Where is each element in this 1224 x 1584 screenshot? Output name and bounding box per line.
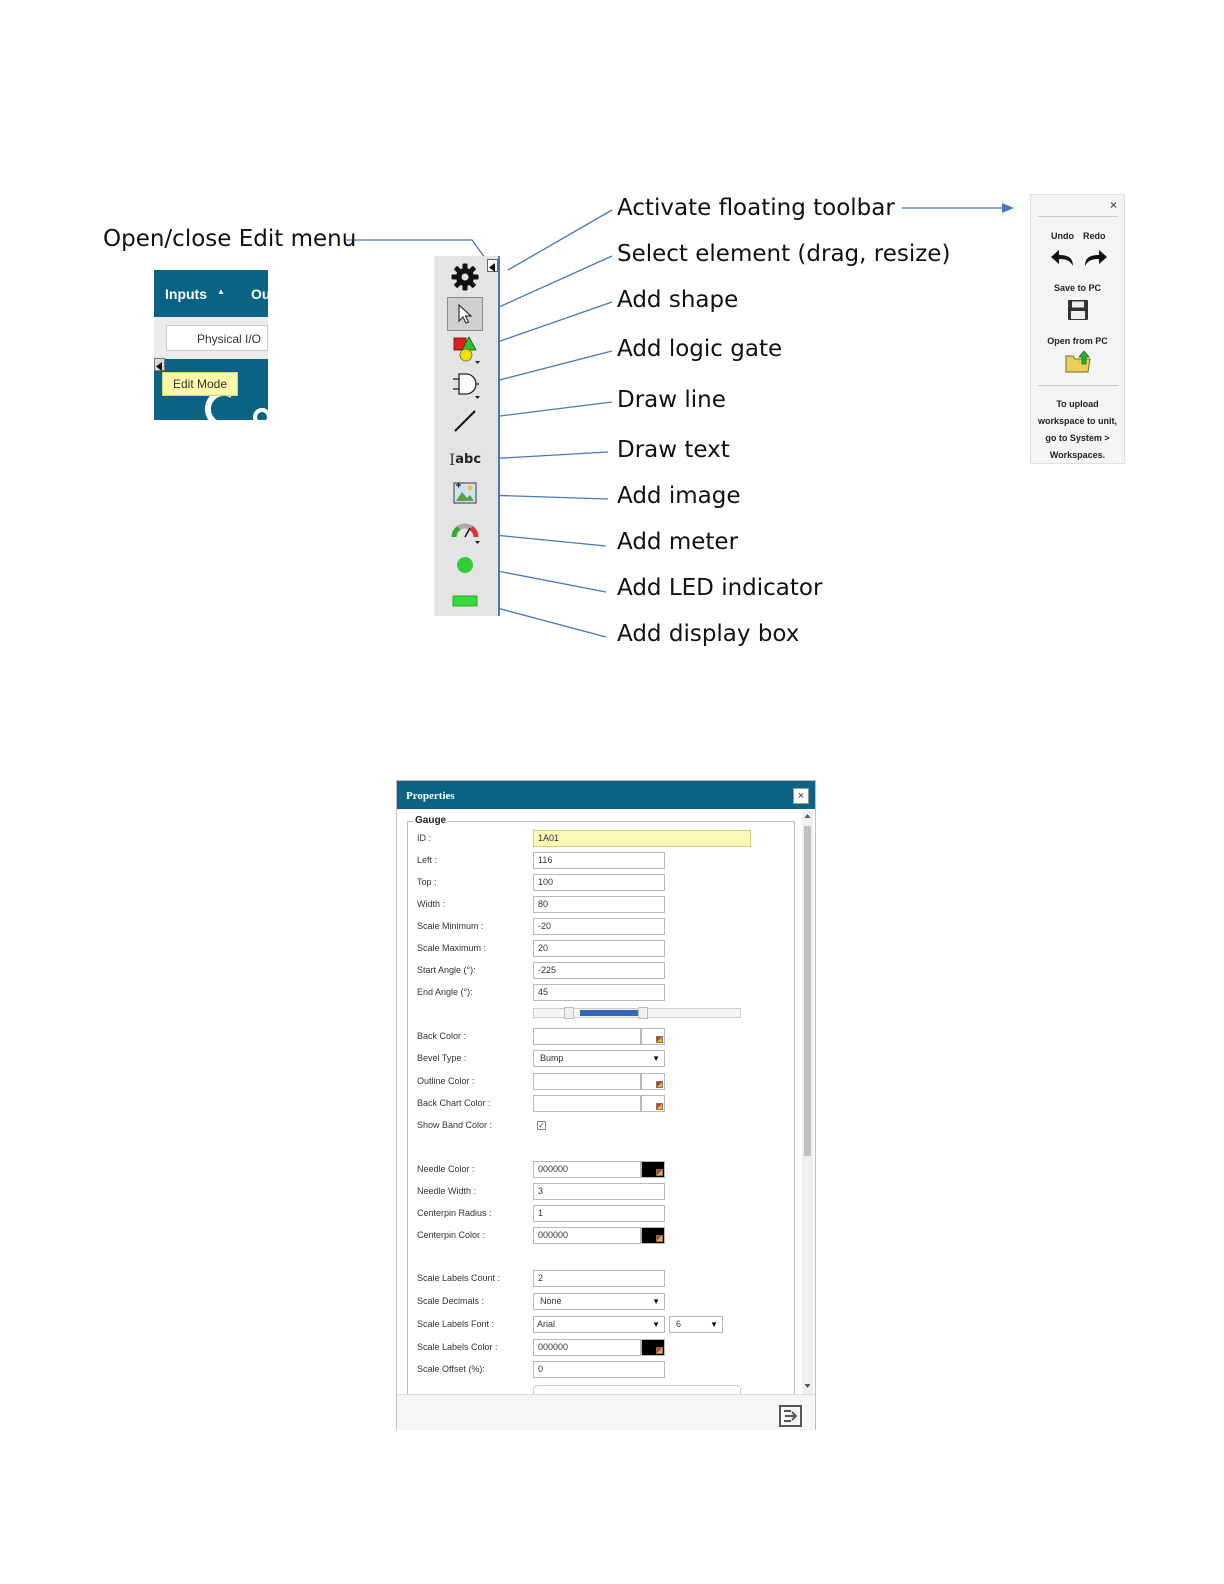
display-box-icon — [452, 594, 478, 608]
scale-labels-font-select[interactable] — [533, 1316, 665, 1333]
scale-min-label: Scale Minimum : — [417, 921, 484, 931]
dropdown-arrow-icon: ▼ — [652, 1297, 660, 1306]
back-color-input[interactable] — [533, 1028, 641, 1045]
callout-add-image: Add image — [617, 483, 741, 509]
properties-close-button[interactable]: × — [793, 788, 809, 804]
line-text — [486, 452, 608, 459]
properties-dialog — [396, 780, 816, 1430]
bevel-type-label: Bevel Type : — [417, 1053, 467, 1063]
divider — [1038, 385, 1118, 386]
line-led — [482, 568, 606, 592]
line-icon — [452, 408, 478, 434]
dropdown-arrow-icon: ▼ — [652, 1054, 660, 1063]
text-cursor-icon: I — [448, 449, 456, 469]
slider-range-fill — [580, 1010, 638, 1016]
scale-decimals-select[interactable] — [533, 1293, 665, 1310]
line-image — [484, 495, 608, 499]
color-picker-icon — [656, 1081, 663, 1088]
upload-note-line: workspace to unit, — [1037, 416, 1117, 426]
id-input[interactable]: 1A01 — [533, 830, 751, 847]
callout-add-led: Add LED indicator — [617, 575, 823, 601]
color-picker-icon — [656, 1169, 663, 1176]
line-line — [484, 402, 612, 418]
angle-range-slider[interactable] — [533, 1008, 741, 1018]
line-meter — [484, 534, 606, 546]
upload-note-line: go to System > — [1045, 433, 1110, 443]
text-abc-icon: abc — [455, 451, 482, 467]
color-picker-icon — [656, 1103, 663, 1110]
outline-color-input[interactable] — [533, 1073, 641, 1090]
callout-add-meter: Add meter — [617, 529, 739, 555]
pointer-arrow-icon — [455, 303, 475, 325]
inputs-snippet — [154, 270, 271, 420]
width-label: Width : — [417, 899, 446, 909]
dropdown-arrow-icon: ▼ — [710, 1320, 718, 1329]
add-display-box-button[interactable] — [447, 584, 483, 618]
draw-text-button[interactable] — [447, 442, 483, 476]
back-color-swatch[interactable] — [641, 1028, 665, 1045]
floating-toolbar-button[interactable] — [447, 260, 483, 294]
scale-labels-font-label: Scale Labels Font : — [417, 1319, 495, 1329]
callout-floating-toolbar: Activate floating toolbar — [617, 195, 895, 221]
callout-select-element: Select element (drag, resize) — [617, 241, 951, 267]
properties-scrollbar[interactable] — [802, 810, 813, 1394]
centerpin-color-input[interactable]: 000000 — [533, 1227, 641, 1244]
scale-labels-color-swatch[interactable] — [641, 1339, 665, 1356]
end-angle-input[interactable]: 45 — [533, 984, 665, 1001]
upload-note-line: Workspaces. — [1049, 450, 1106, 460]
line-select — [488, 256, 612, 312]
scale-max-label: Scale Maximum : — [417, 943, 487, 953]
left-label: Left : — [417, 855, 438, 865]
draw-line-button[interactable] — [447, 404, 483, 438]
triangle-left-icon — [488, 262, 497, 273]
bevel-type-value: Bump — [540, 1053, 564, 1063]
edit-menu-toggle[interactable] — [154, 358, 165, 371]
scale-labels-color-input[interactable]: 000000 — [533, 1339, 641, 1356]
exit-icon[interactable] — [778, 1404, 804, 1428]
floating-toolbar-panel — [1030, 194, 1125, 464]
callout-draw-text: Draw text — [617, 437, 730, 463]
start-angle-input[interactable]: -225 — [533, 962, 665, 979]
outline-color-label: Outline Color : — [417, 1076, 475, 1086]
callout-add-shape: Add shape — [617, 287, 739, 313]
callout-add-logic-gate: Add logic gate — [617, 336, 783, 362]
undo-label: Undo — [1051, 231, 1074, 241]
id-label: ID : — [417, 833, 432, 843]
back-chart-color-swatch[interactable] — [641, 1095, 665, 1112]
line-shape — [486, 302, 612, 346]
scale-decimals-label: Scale Decimals : — [417, 1296, 485, 1306]
scale-max-input[interactable]: 20 — [533, 940, 665, 957]
outline-color-swatch[interactable] — [641, 1073, 665, 1090]
centerpin-radius-input[interactable]: 1 — [533, 1205, 665, 1222]
save-disk-icon[interactable] — [1067, 299, 1089, 321]
redo-label: Redo — [1083, 231, 1106, 241]
callout-draw-line: Draw line — [617, 387, 726, 413]
inputs-tab-bar — [154, 270, 271, 317]
top-label: Top : — [417, 877, 437, 887]
gauge-meter-icon — [450, 519, 480, 545]
scale-labels-font-value: Arial — [537, 1319, 556, 1329]
scale-labels-color-label: Scale Labels Color : — [417, 1342, 498, 1352]
slider-handle-end[interactable] — [638, 1007, 648, 1019]
needle-color-label: Needle Color : — [417, 1164, 475, 1174]
arrow-floating-head — [1002, 203, 1014, 213]
add-logic-gate-button[interactable] — [447, 367, 483, 401]
gear-icon — [450, 262, 480, 292]
undo-icon[interactable] — [1049, 247, 1077, 269]
show-band-color-label: Show Band Color : — [417, 1120, 493, 1130]
shapes-icon — [450, 333, 480, 365]
partial-slider — [533, 1385, 741, 1394]
caret-up-icon: ▲ — [217, 287, 225, 296]
callout-edit-menu: Open/close Edit menu — [103, 226, 357, 252]
scale-min-input[interactable]: -20 — [533, 918, 665, 935]
width-input[interactable]: 80 — [533, 896, 665, 913]
tab-outputs[interactable]: Ou — [251, 286, 271, 302]
centerpin-radius-label: Centerpin Radius : — [417, 1208, 492, 1218]
scroll-down-icon[interactable] — [804, 1383, 811, 1389]
line-floating — [508, 210, 612, 270]
gauge-group-title: Gauge — [415, 815, 447, 826]
color-picker-icon — [656, 1235, 663, 1242]
scale-labels-count-label: Scale Labels Count : — [417, 1273, 501, 1283]
scrollbar-thumb[interactable] — [804, 826, 811, 1156]
add-shape-button[interactable] — [447, 332, 483, 366]
edit-mode-tooltip: Edit Mode — [162, 372, 238, 396]
add-led-button[interactable] — [447, 548, 483, 582]
needle-color-swatch[interactable] — [641, 1161, 665, 1178]
callout-add-display-box: Add display box — [617, 621, 800, 647]
logic-gate-icon — [450, 368, 480, 400]
line-display — [482, 604, 606, 637]
redo-icon[interactable] — [1081, 247, 1109, 269]
upload-note — [1031, 396, 1124, 464]
add-image-button[interactable] — [447, 476, 483, 510]
slider-handle-start[interactable] — [564, 1007, 574, 1019]
scale-offset-input[interactable]: 0 — [533, 1361, 665, 1378]
bevel-type-select[interactable] — [533, 1050, 665, 1067]
back-color-label: Back Color : — [417, 1031, 467, 1041]
needle-width-input[interactable]: 3 — [533, 1183, 665, 1200]
start-angle-label: Start Angle (°): — [417, 965, 476, 975]
line-logic — [484, 351, 612, 384]
color-picker-icon — [656, 1347, 663, 1354]
centerpin-color-swatch[interactable] — [641, 1227, 665, 1244]
edit-toolbar — [434, 256, 500, 616]
scale-labels-font-size-select[interactable] — [669, 1316, 723, 1333]
open-folder-icon[interactable] — [1064, 350, 1092, 374]
add-meter-button[interactable] — [447, 515, 483, 549]
properties-footer — [397, 1394, 815, 1430]
scale-decimals-value: None — [540, 1296, 562, 1306]
scale-offset-label: Scale Offset (%): — [417, 1364, 485, 1374]
led-indicator-icon — [455, 555, 475, 575]
tab-inputs[interactable]: Inputs — [165, 286, 207, 302]
show-band-color-checkbox[interactable]: ✓ — [538, 1121, 545, 1130]
save-to-pc-label: Save to PC — [1053, 283, 1102, 293]
scroll-up-icon[interactable] — [804, 813, 811, 819]
dropdown-arrow-icon: ▼ — [652, 1320, 660, 1329]
collapse-toolbar-toggle[interactable] — [487, 259, 498, 272]
properties-content — [397, 810, 815, 1394]
scale-labels-count-input[interactable]: 2 — [533, 1270, 665, 1287]
image-icon — [452, 480, 478, 506]
end-angle-label: End Angle (°): — [417, 987, 473, 997]
upload-note-line: To upload — [1056, 399, 1099, 409]
needle-color-input[interactable]: 000000 — [533, 1161, 641, 1178]
physical-io-button[interactable]: Physical I/O — [166, 325, 268, 351]
needle-width-label: Needle Width : — [417, 1186, 477, 1196]
open-from-pc-label: Open from PC — [1047, 336, 1108, 346]
divider — [1038, 216, 1118, 217]
color-picker-icon — [656, 1036, 663, 1043]
select-element-button[interactable] — [447, 297, 483, 331]
scale-labels-font-size-value: 6 — [676, 1319, 682, 1329]
triangle-left-icon — [155, 361, 164, 372]
top-input[interactable]: 100 — [533, 874, 665, 891]
left-input[interactable]: 116 — [533, 852, 665, 869]
centerpin-color-label: Centerpin Color : — [417, 1230, 486, 1240]
back-chart-color-label: Back Chart Color : — [417, 1098, 491, 1108]
floating-close-button[interactable]: × — [1109, 198, 1117, 212]
properties-title: Properties — [397, 781, 815, 809]
back-chart-color-input[interactable] — [533, 1095, 641, 1112]
